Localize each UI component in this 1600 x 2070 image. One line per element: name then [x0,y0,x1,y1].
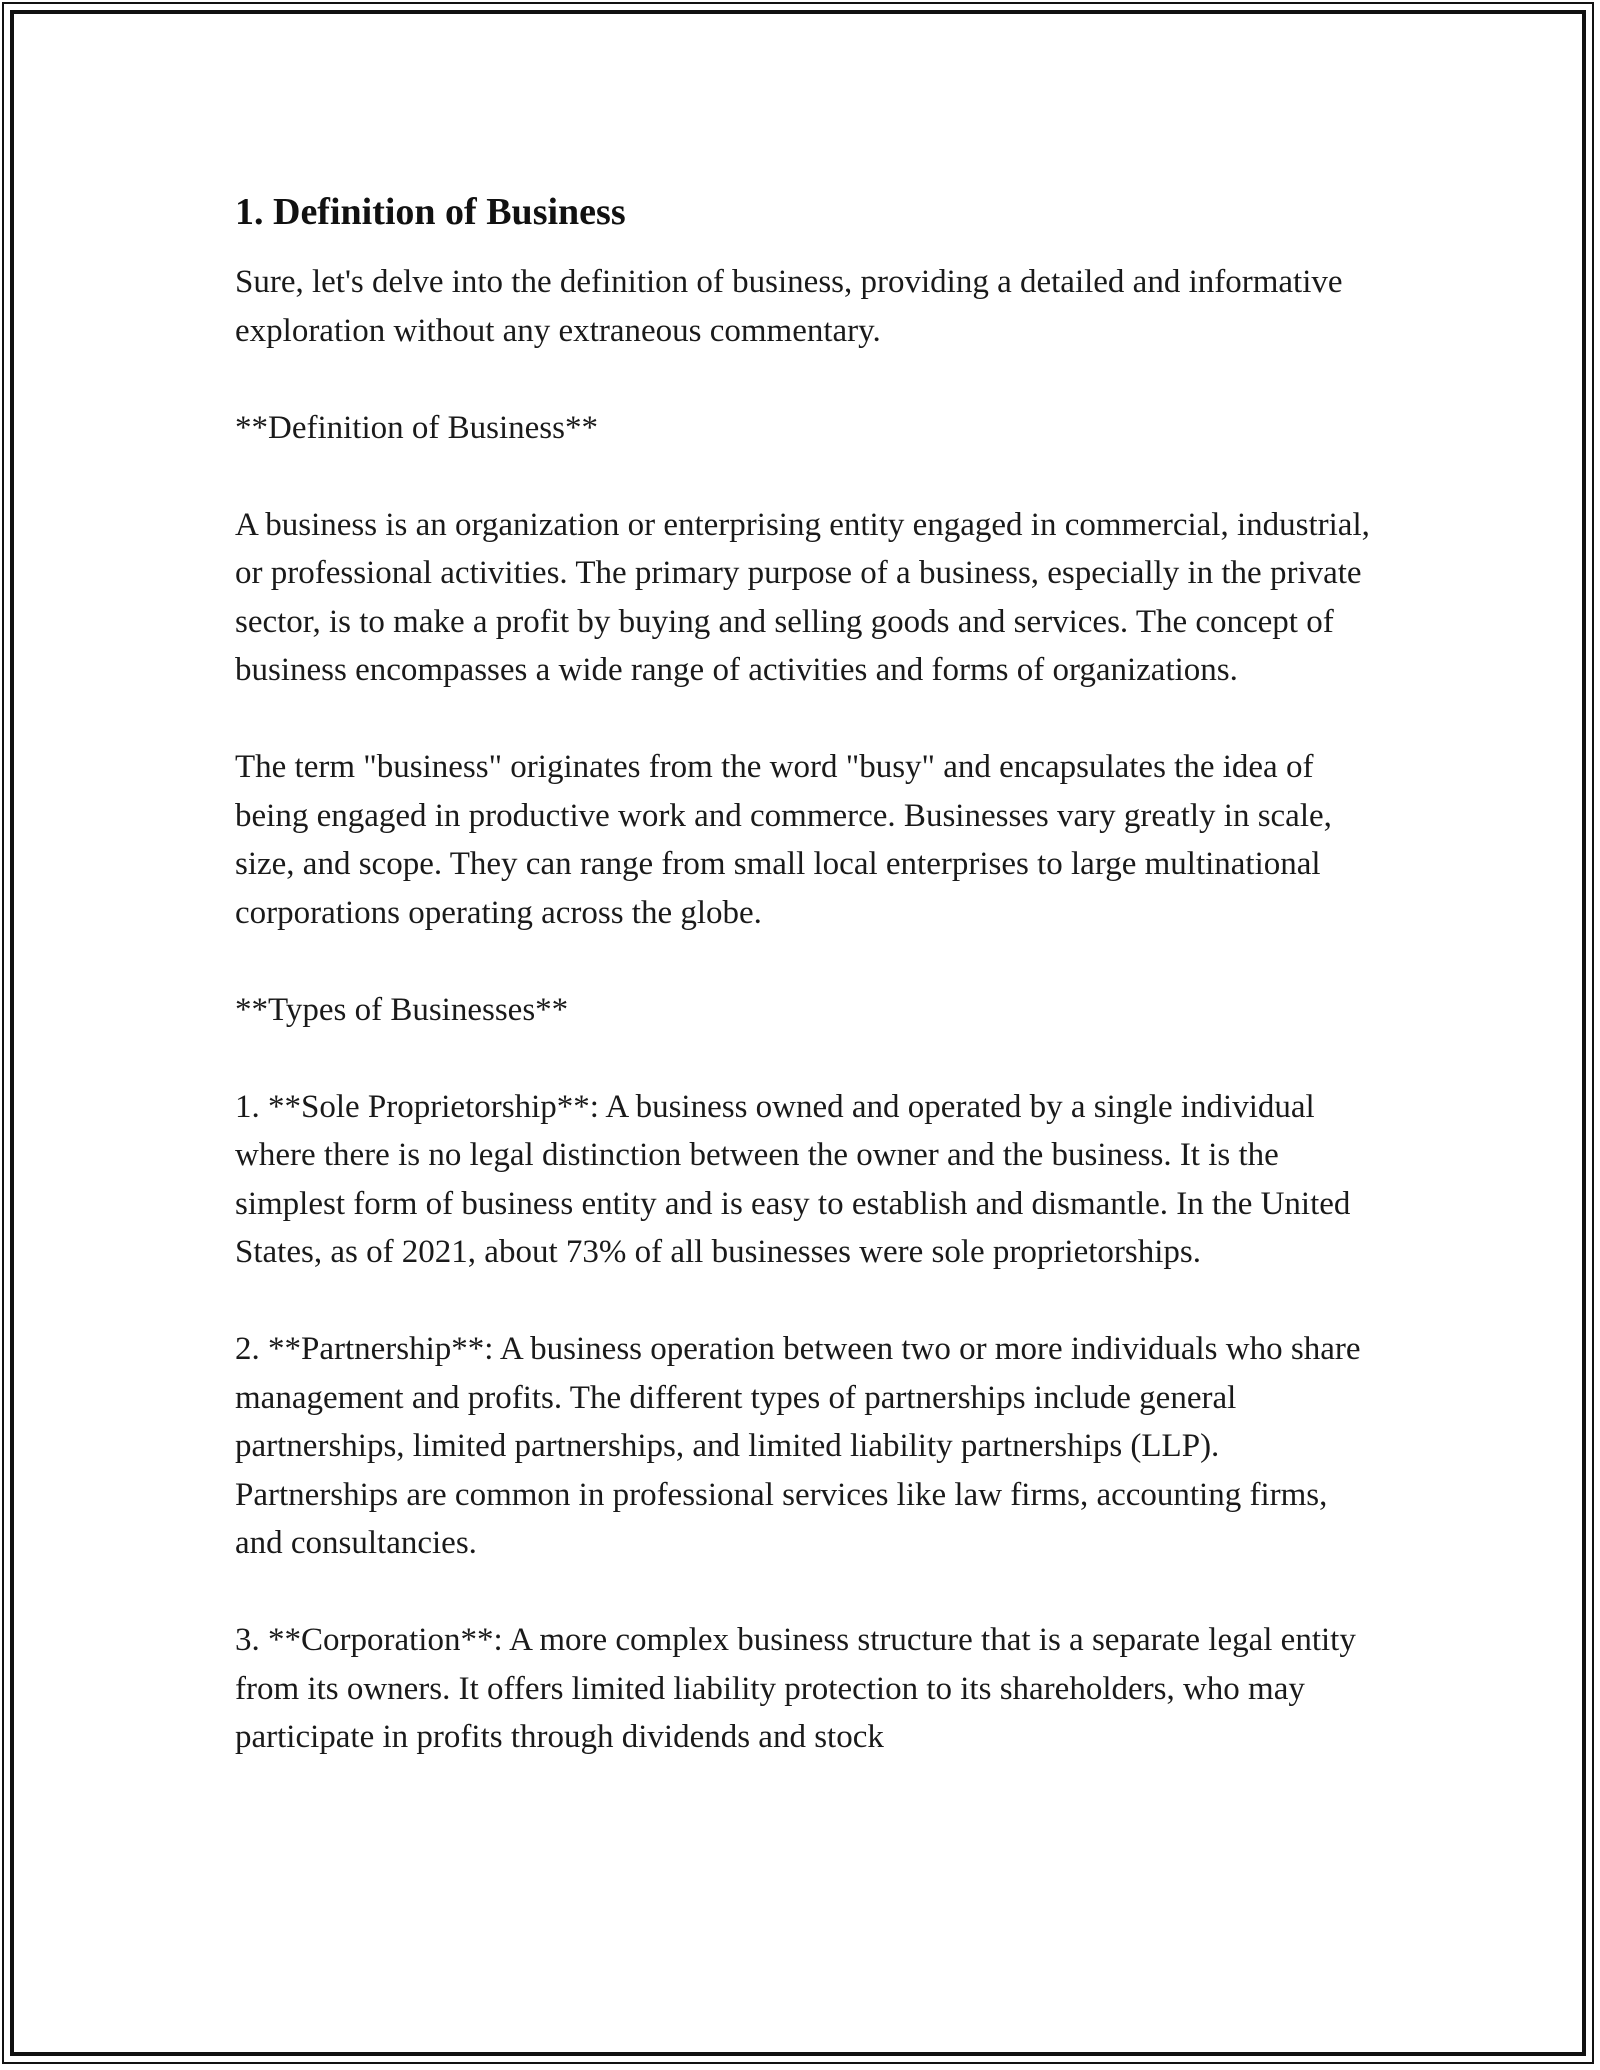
intro-paragraph: Sure, let's delve into the definition of business, providing a detailed and informative exploration without any extraneous commentary. [235,264,1343,349]
definition-paragraph: A business is an organization or enterprising entity engaged in commercial, industrial, or professional activities. The primary purpose of a business, especially in the private sector, is to make a profit by buying and selling goods and services. The concept of business encompasses a wide range of activities and forms of organizations. [235,506,1370,688]
document-title: 1. Definition of Business [235,191,626,233]
section-heading-definition: **Definition of Business** [235,409,598,446]
etymology-paragraph: The term "business" originates from the word "busy" and encapsulates the idea of being engaged in productive work and commerce. Businesses vary greatly in scale, size, and scope. They can range from small local enterprises to large multinational corporations operating across the globe. [235,749,1332,931]
section-heading-types: **Types of Businesses** [235,991,569,1028]
list-item-sole-proprietorship: 1. **Sole Proprietorship**: A business owned and operated by a single individual where there is no legal distinction between the owner and the business. It is the simplest form of business entity and is easy to establish and dismantle. In the United States, as of 2021, about 73% of all businesses were sole proprietorships. [235,1088,1351,1270]
document-body [235,186,1375,1810]
list-item-corporation: 3. **Corporation**: A more complex business structure that is a separate legal entity from its owners. It offers limited liability protection to its shareholders, who may participate in profits through dividends and stock [235,1622,1356,1755]
list-item-partnership: 2. **Partnership**: A business operation between two or more individuals who share management and profits. The different types of partnerships include general partnerships, limited partnerships, and limited liability partnerships (LLP). Partnerships are common in professional services like law firms, accounting firms, and consultancies. [235,1331,1361,1561]
